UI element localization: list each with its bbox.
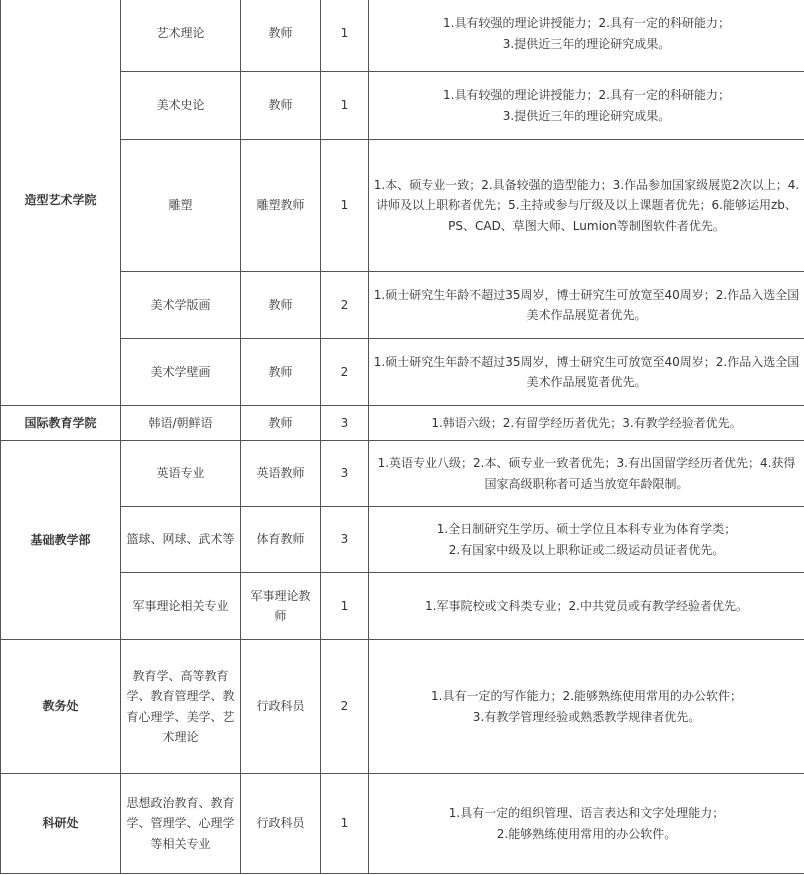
requirements-cell: 1.全日制研究生学历、硕士学位且本科专业为体育学类； 2.有国家中级及以上职称证或二级运动员证者优先。: [369, 507, 804, 573]
count-cell: 3: [321, 441, 369, 507]
table-row: [1, 339, 804, 406]
count-cell: 1: [321, 0, 369, 72]
count-cell: 1: [321, 573, 369, 640]
position-cell: 教师: [241, 272, 321, 339]
count-cell: 1: [321, 140, 369, 272]
requirements-cell: 1.本、硕专业一致；2.具备较强的造型能力；3.作品参加国家级展览2次以上；4.讲师及以上职称者优先；5.主持或参与厅级及以上课题者优先；6.能够运用zb、PS、CAD、草图大师、Lumion等制图软件者优先。: [369, 140, 804, 272]
count-cell: 2: [321, 640, 369, 774]
count-cell: 2: [321, 339, 369, 406]
requirements-cell: 1.具有较强的理论讲授能力；2.具有一定的科研能力； 3.提供近三年的理论研究成果。: [369, 0, 804, 72]
position-cell: 体育教师: [241, 507, 321, 573]
position-cell: 行政科员: [241, 640, 321, 774]
requirements-cell: 1.硕士研究生年龄不超过35周岁，博士研究生可放宽至40周岁；2.作品入选全国美术作品展览者优先。: [369, 339, 804, 406]
requirements-cell: 1.硕士研究生年龄不超过35周岁，博士研究生可放宽至40周岁；2.作品入选全国美术作品展览者优先。: [369, 272, 804, 339]
count-cell: 1: [321, 774, 369, 874]
table-row: [1, 774, 804, 874]
table-row: [1, 573, 804, 640]
requirements-cell: 1.具有较强的理论讲授能力；2.具有一定的科研能力； 3.提供近三年的理论研究成果。: [369, 72, 804, 140]
count-cell: 1: [321, 72, 369, 140]
position-cell: 教师: [241, 406, 321, 441]
requirements-cell: 1.具有一定的组织管理、语言表达和文字处理能力； 2.能够熟练使用常用的办公软件。: [369, 774, 804, 874]
department-cell: 基础教学部: [1, 441, 121, 640]
department-cell: 科研处: [1, 774, 121, 874]
position-cell: 教师: [241, 0, 321, 72]
major-cell: 艺术理论: [121, 0, 241, 72]
table-row: [1, 507, 804, 573]
major-cell: 雕塑: [121, 140, 241, 272]
major-cell: 韩语/朝鲜语: [121, 406, 241, 441]
major-cell: 篮球、网球、武术等: [121, 507, 241, 573]
table-row: [1, 272, 804, 339]
major-cell: 美术史论: [121, 72, 241, 140]
major-cell: 美术学壁画: [121, 339, 241, 406]
table-row: [1, 0, 804, 72]
table-row: [1, 406, 804, 441]
department-cell: 国际教育学院: [1, 406, 121, 441]
table-row: [1, 72, 804, 140]
position-cell: 行政科员: [241, 774, 321, 874]
count-cell: 3: [321, 406, 369, 441]
position-cell: 英语教师: [241, 441, 321, 507]
position-cell: 教师: [241, 72, 321, 140]
requirements-cell: 1.英语专业八级；2.本、硕专业一致者优先；3.有出国留学经历者优先；4.获得国家高级职称者可适当放宽年龄限制。: [369, 441, 804, 507]
position-cell: 军事理论教师: [241, 573, 321, 640]
major-cell: 军事理论相关专业: [121, 573, 241, 640]
count-cell: 3: [321, 507, 369, 573]
count-cell: 2: [321, 272, 369, 339]
table-row: [1, 640, 804, 774]
major-cell: 美术学版画: [121, 272, 241, 339]
department-cell: 造型艺术学院: [1, 0, 121, 406]
requirements-cell: 1.具有一定的写作能力；2.能够熟练使用常用的办公软件； 3.有教学管理经验或熟悉教学规律者优先。: [369, 640, 804, 774]
table-row: [1, 441, 804, 507]
major-cell: 教育学、高等教育学、教育管理学、教育心理学、美学、艺术理论: [121, 640, 241, 774]
major-cell: 英语专业: [121, 441, 241, 507]
position-cell: 教师: [241, 339, 321, 406]
department-cell: 教务处: [1, 640, 121, 774]
table-row: [1, 140, 804, 272]
requirements-cell: 1.军事院校或文科类专业；2.中共党员或有教学经验者优先。: [369, 573, 804, 640]
position-cell: 雕塑教师: [241, 140, 321, 272]
requirements-cell: 1.韩语六级；2.有留学经历者优先；3.有教学经验者优先。: [369, 406, 804, 441]
major-cell: 思想政治教育、教育学、管理学、心理学等相关专业: [121, 774, 241, 874]
